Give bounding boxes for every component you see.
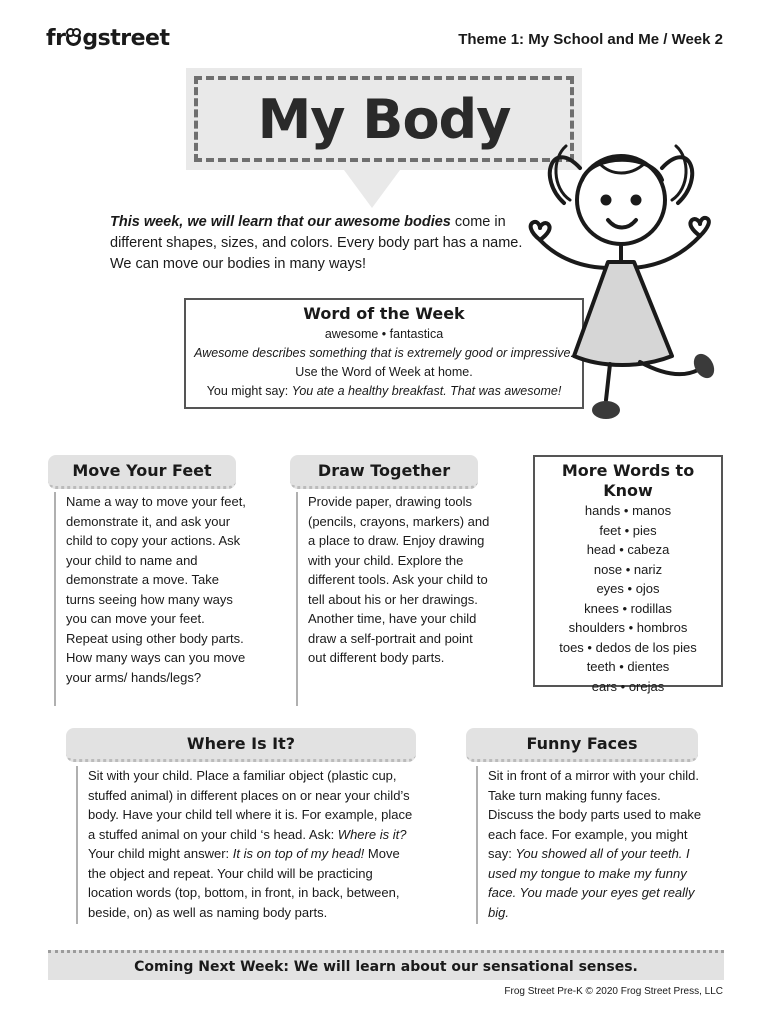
more-word-item: nose • nariz <box>593 561 663 577</box>
where-is-it-heading: Where Is It? <box>66 728 416 762</box>
more-words-box <box>533 455 723 694</box>
example-prefix: You might say: <box>206 384 292 398</box>
intro-rest: come in different shapes, sizes, and colors. Every body part has a name. We can move our bodies in many ways! <box>110 214 523 272</box>
word-of-week-instruction: Use the Word of Week at home. <box>295 365 473 379</box>
intro-paragraph <box>110 212 530 275</box>
word-of-week-definition: Awesome describes something that is extremely good or impressive. <box>194 346 574 360</box>
logo-text-start: fr <box>46 26 66 51</box>
more-word-item: head • cabeza <box>586 542 670 557</box>
copyright-footer: Frog Street Pre-K © 2020 Frog Street Press, LLC <box>504 986 723 997</box>
more-word-item: eyes • ojos <box>596 581 660 596</box>
funny-faces-text <box>476 766 704 924</box>
title-dashed-frame <box>194 76 574 162</box>
word-of-week-heading: Word of the Week <box>303 304 465 323</box>
example-sentence: You ate a healthy breakfast. That was awesome! <box>291 384 562 398</box>
frogstreet-logo <box>46 26 170 51</box>
where-is-it-part2: Your child might answer: <box>88 846 233 861</box>
where-is-it-question: Where is it? <box>337 826 407 842</box>
coming-next-week-banner: Coming Next Week: We will learn about our sensational senses. <box>48 950 724 980</box>
more-word-item: hands • manos <box>584 503 672 518</box>
where-is-it-part3: Move the object and repeat. Your child will be practicing location words (top, bottom, in front, in back, between, beside, on) as well as naming body parts. <box>88 846 400 920</box>
more-word-item: feet • pies <box>599 522 657 538</box>
title-banner-pointer <box>344 170 400 208</box>
more-word-item: teeth • dientes <box>586 659 670 674</box>
funny-faces-heading: Funny Faces <box>466 728 698 762</box>
move-your-feet-text: Name a way to move your feet, demonstrate it, and ask your child to copy your actions. Ask your child to name and demonstrate a move. Take turns seeing how many ways you can move your feet. Repeat using other body parts. How many ways can you move your arms/ hands/legs? <box>54 492 250 706</box>
where-is-it-answer: It is on top of my head! <box>232 846 365 861</box>
draw-together-text: Provide paper, drawing tools (pencils, crayons, markers) and a place to draw. Enjoy drawing with your child. Explore the different tools. Ask your child to tell about his or her drawings. Another time, have your child draw a self-portrait and point out different body parts. <box>296 492 492 706</box>
more-word-item: ears • orejas <box>591 678 665 694</box>
draw-together-heading: Draw Together <box>290 455 478 489</box>
page-title: My Body <box>257 87 511 151</box>
where-is-it-part1: Sit with your child. Place a familiar object (plastic cup, stuffed animal) in different places on or near your child’s body. Have your child tell where it is. For example, place a stuffed animal on your child ‘s head. Ask: <box>88 768 413 842</box>
theme-label: Theme 1: My School and Me / Week 2 <box>458 31 723 48</box>
more-word-item: toes • dedos de los pies <box>559 639 697 655</box>
more-word-item: shoulders • hombros <box>568 620 688 635</box>
intro-lead: This week, we will learn that our awesome bodies <box>110 214 451 230</box>
where-is-it-text <box>76 766 416 924</box>
move-your-feet-heading: Move Your Feet <box>48 455 236 489</box>
word-of-week-word: awesome • fantastica <box>324 327 444 341</box>
funny-faces-part1: Sit in front of a mirror with your child. Take turn making funny faces. Discuss the body parts used to make each face. For example, you might say: <box>488 768 702 861</box>
frog-eyes-icon <box>66 31 81 46</box>
funny-faces-example: You showed all of your teeth. I used my tongue to make my funny face. You made your eyes get really big. <box>488 846 695 920</box>
logo-text-end: gstreet <box>82 26 170 51</box>
more-word-item: knees • rodillas <box>584 600 672 616</box>
more-words-heading: More Words to Know <box>561 461 695 500</box>
girl-illustration <box>522 128 722 438</box>
